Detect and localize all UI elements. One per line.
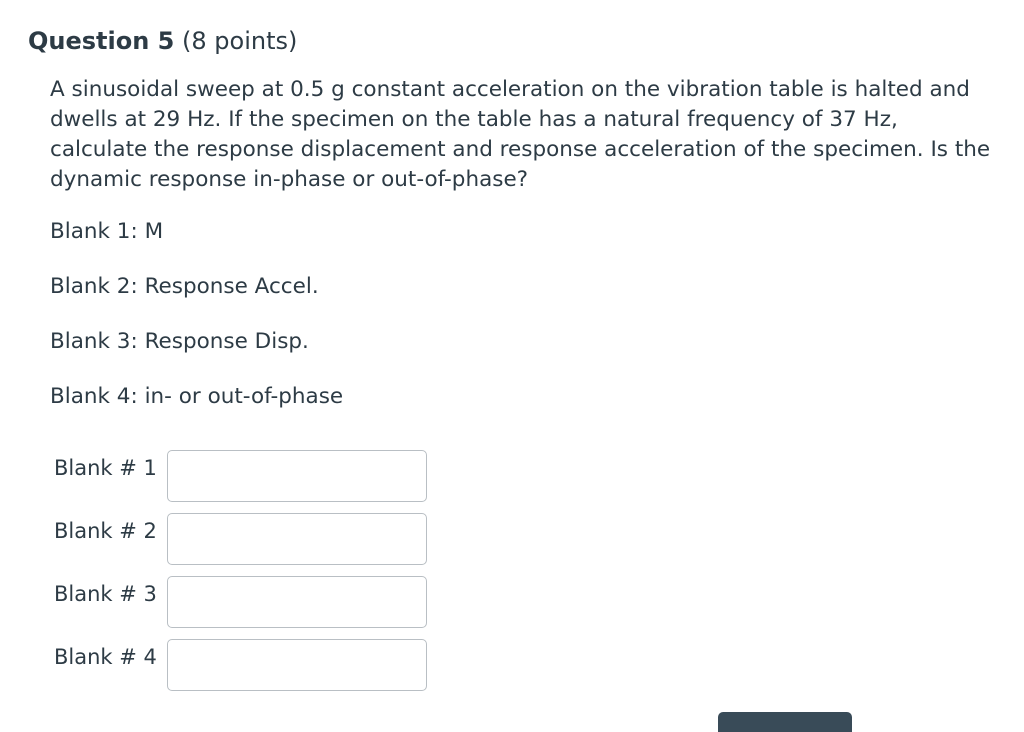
- question-header: [28, 24, 297, 58]
- answer-row-4: [54, 639, 427, 702]
- blank-description-4: Blank 4: in- or out-of-phase: [50, 384, 344, 409]
- question-title: Question 5: [28, 27, 175, 55]
- blank-3-input[interactable]: [167, 576, 427, 628]
- answer-label-4: Blank # 4: [54, 645, 157, 669]
- blank-2-input[interactable]: [167, 513, 427, 565]
- blank-description-1: Blank 1: M: [50, 219, 164, 244]
- blank-description-3: Blank 3: Response Disp.: [50, 329, 309, 354]
- blank-description-2: Blank 2: Response Accel.: [50, 274, 319, 299]
- blank-1-input[interactable]: [167, 450, 427, 502]
- next-button[interactable]: [718, 712, 852, 732]
- answer-list: [54, 450, 427, 702]
- blank-4-input[interactable]: [167, 639, 427, 691]
- answer-label-1: Blank # 1: [54, 456, 157, 480]
- answer-row-2: [54, 513, 427, 576]
- question-body: [50, 75, 1000, 437]
- answer-label-3: Blank # 3: [54, 582, 157, 606]
- question-text: A sinusoidal sweep at 0.5 g constant acceleration on the vibration table is halted and dwells at 29 Hz. If the specimen on the table has a natural frequency of 37 Hz, calculate the response displacement and response acceleration of the specimen. Is the dynamic response in-phase or out-of-phase?: [50, 77, 991, 192]
- answer-row-3: [54, 576, 427, 639]
- question-points: (8 points): [182, 27, 298, 55]
- answer-row-1: [54, 450, 427, 513]
- answer-label-2: Blank # 2: [54, 519, 157, 543]
